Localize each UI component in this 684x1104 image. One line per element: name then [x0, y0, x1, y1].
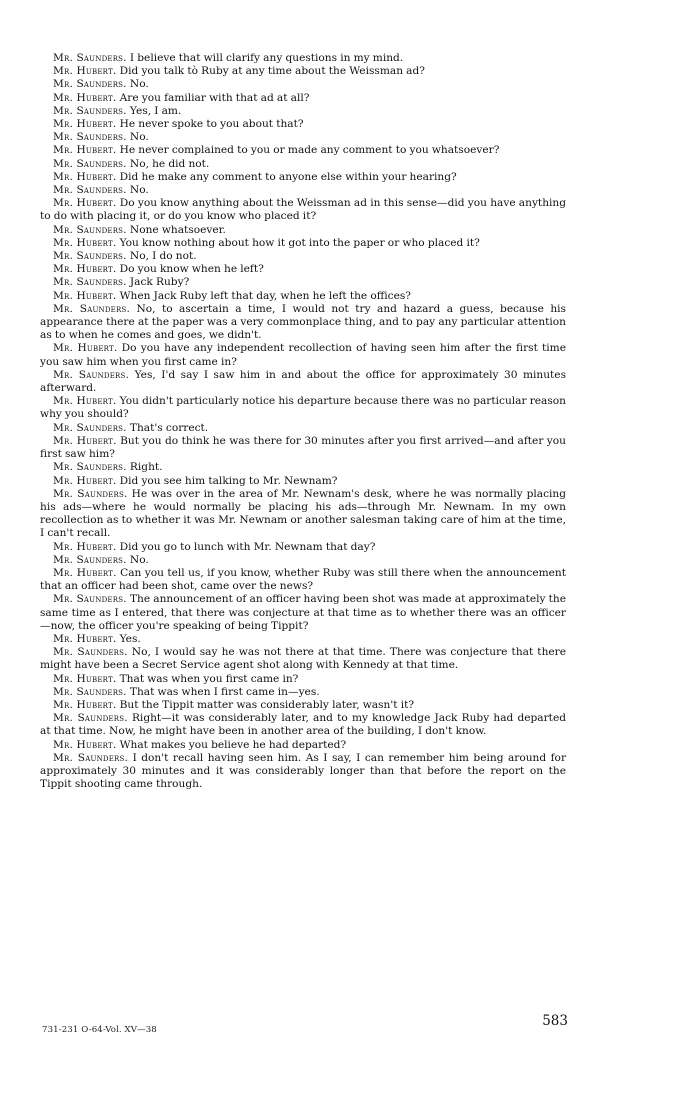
statement-text: But you do think he was there for 30 minutes after you first arrived—and after you first saw him? — [40, 434, 566, 461]
testimony-paragraph — [40, 144, 566, 157]
statement-text: Right—it was considerably later, and to my knowledge Jack Ruby had departed at that time. Now, he might have been in another area of the building, I don't know. — [40, 712, 566, 738]
statement-text: You didn't particularly notice his departure because there was no particular reason why you should? — [40, 395, 567, 421]
testimony-paragraph — [40, 699, 566, 712]
page-number: 583 — [542, 1013, 568, 1029]
speaker-name: Mr. Saunders. — [53, 751, 129, 764]
testimony-paragraph — [40, 395, 566, 421]
speaker-name: Mr. Hubert. — [53, 698, 117, 711]
statement-text: You know nothing about how it got into the paper or who placed it? — [119, 236, 480, 249]
testimony-paragraph — [40, 303, 566, 343]
speaker-name: Mr. Saunders. — [53, 302, 131, 315]
statement-text: Did you talk tò Ruby at any time about the Weissman ad? — [119, 65, 425, 78]
statement-text: Do you know when he left? — [119, 263, 264, 276]
testimony-paragraph — [40, 118, 566, 131]
statement-text: None whatsoever. — [129, 223, 226, 236]
speaker-name: Mr. Hubert. — [53, 566, 117, 579]
statement-text: Did you go to lunch with Mr. Newnam that day? — [119, 540, 376, 553]
transcript-body — [40, 52, 566, 791]
printing-code: 731-231 O-64-Vol. XV—38 — [42, 1025, 157, 1035]
statement-text: Yes, I am. — [129, 104, 182, 117]
statement-text: No, he did not. — [129, 157, 210, 170]
testimony-paragraph — [40, 739, 566, 752]
speaker-name: Mr. Saunders. — [53, 78, 127, 91]
statement-text: That's correct. — [129, 421, 209, 434]
statement-text: Did he make any comment to anyone else within your hearing? — [119, 170, 457, 183]
statement-text: Do you have any independent recollection of having seen him after the first time you saw him when you first came in? — [40, 342, 566, 368]
testimony-paragraph — [40, 290, 566, 303]
statement-text: I don't recall having seen him. As I say, I can remember him being around for approximately 30 minutes and it was considerably longer than that before the report on the Tippit shooting came through. — [40, 751, 567, 791]
speaker-name: Mr. Hubert. — [53, 474, 117, 487]
speaker-name: Mr. Hubert. — [53, 342, 118, 355]
testimony-paragraph — [40, 686, 566, 699]
speaker-name: Mr. Saunders. — [53, 712, 128, 725]
testimony-paragraph — [40, 52, 566, 65]
statement-text: Can you tell us, if you know, whether Ruby was still there when the announcement that an officer had been shot, came over the news? — [40, 566, 566, 593]
statement-text: What makes you believe he had departed? — [119, 738, 347, 751]
speaker-name: Mr. Hubert. — [53, 263, 117, 276]
testimony-paragraph — [40, 171, 566, 184]
statement-text: He never spoke to you about that? — [119, 118, 304, 131]
statement-text: No, I do not. — [129, 250, 197, 263]
testimony-paragraph — [40, 250, 566, 263]
testimony-paragraph — [40, 92, 566, 105]
speaker-name: Mr. Hubert. — [53, 395, 117, 408]
speaker-name: Mr. Saunders. — [53, 157, 127, 170]
testimony-paragraph — [40, 633, 566, 646]
speaker-name: Mr. Hubert. — [53, 672, 117, 685]
statement-text: Do you know anything about the Weissman ad in this sense—did you have anything to do with placing it, or do you know who placed it? — [40, 197, 567, 223]
speaker-name: Mr. Hubert. — [53, 65, 117, 78]
speaker-name: Mr. Hubert. — [53, 91, 117, 104]
speaker-name: Mr. Saunders. — [53, 553, 127, 566]
testimony-paragraph — [40, 237, 566, 250]
testimony-paragraph — [40, 541, 566, 554]
statement-text: No, I would say he was not there at that time. There was conjecture that there might have been a Secret Service agent shot along with Kennedy at that time. — [40, 646, 566, 672]
testimony-paragraph — [40, 554, 566, 567]
statement-text: No, to ascertain a time, I would not try and hazard a guess, because his appearance there at the paper was a very commonplace thing, and to pay any particular attention as to when he comes and goes, we didn't. — [40, 302, 566, 342]
testimony-paragraph — [40, 342, 566, 368]
testimony-paragraph — [40, 593, 566, 633]
testimony-paragraph — [40, 158, 566, 171]
statement-text: Yes. — [119, 632, 141, 645]
testimony-paragraph — [40, 263, 566, 276]
speaker-name: Mr. Hubert. — [53, 738, 117, 751]
statement-text: No. — [129, 78, 149, 91]
speaker-name: Mr. Hubert. — [53, 118, 117, 131]
statement-text: Jack Ruby? — [129, 276, 190, 289]
speaker-name: Mr. Saunders. — [53, 646, 128, 659]
speaker-name: Mr. Saunders. — [53, 421, 127, 434]
testimony-paragraph — [40, 276, 566, 289]
speaker-name: Mr. Saunders. — [53, 184, 127, 197]
statement-text: That was when you first came in? — [119, 672, 299, 685]
speaker-name: Mr. Saunders. — [53, 487, 128, 500]
statement-text: Right. — [129, 461, 163, 474]
testimony-paragraph — [40, 65, 566, 78]
speaker-name: Mr. Saunders. — [53, 593, 127, 606]
testimony-paragraph — [40, 369, 566, 395]
statement-text: The announcement of an officer having been shot was made at approximately the same time as I entered, that there was conjecture at that time as to whether there was an officer—now, the officer you're speaking of being Tippit? — [40, 593, 567, 632]
speaker-name: Mr. Saunders. — [53, 368, 130, 381]
speaker-name: Mr. Hubert. — [53, 144, 117, 157]
testimony-paragraph — [40, 567, 566, 593]
testimony-paragraph — [40, 673, 566, 686]
testimony-paragraph — [40, 105, 566, 118]
speaker-name: Mr. Hubert. — [53, 632, 117, 645]
testimony-paragraph — [40, 646, 566, 672]
speaker-name: Mr. Saunders. — [53, 276, 127, 289]
speaker-name: Mr. Saunders. — [53, 104, 127, 117]
statement-text: That was when I first came in—yes. — [129, 685, 320, 698]
testimony-paragraph — [40, 461, 566, 474]
statement-text: No. — [129, 131, 149, 144]
testimony-paragraph — [40, 488, 566, 541]
statement-text: He was over in the area of Mr. Newnam's desk, where he was normally placing his ads—where he would normally be placing his ads—through Mr. Newnam. In my own recollection as to whether it was Mr. Newnam or another salesman taking care of him at the time, I can't recall. — [40, 487, 567, 540]
testimony-paragraph — [40, 712, 566, 738]
speaker-name: Mr. Hubert. — [53, 434, 117, 447]
speaker-name: Mr. Hubert. — [53, 289, 117, 302]
speaker-name: Mr. Saunders. — [53, 685, 127, 698]
page-footer — [42, 1013, 568, 1049]
statement-text: Are you familiar with that ad at all? — [119, 91, 310, 104]
testimony-paragraph — [40, 78, 566, 91]
speaker-name: Mr. Hubert. — [53, 197, 117, 210]
testimony-paragraph — [40, 435, 566, 461]
statement-text: Yes, I'd say I saw him in and about the office for approximately 30 minutes afterward. — [40, 368, 567, 395]
statement-text: No. — [129, 184, 149, 197]
speaker-name: Mr. Saunders. — [53, 461, 127, 474]
testimony-paragraph — [40, 224, 566, 237]
statement-text: But the Tippit matter was considerably later, wasn't it? — [119, 698, 415, 711]
speaker-name: Mr. Saunders. — [53, 223, 127, 236]
testimony-paragraph — [40, 752, 566, 792]
testimony-paragraph — [40, 184, 566, 197]
speaker-name: Mr. Hubert. — [53, 236, 117, 249]
statement-text: He never complained to you or made any comment to you whatsoever? — [119, 144, 500, 157]
speaker-name: Mr. Saunders. — [53, 131, 127, 144]
speaker-name: Mr. Saunders. — [53, 52, 127, 64]
speaker-name: Mr. Hubert. — [53, 540, 117, 553]
statement-text: Did you see him talking to Mr. Newnam? — [119, 474, 338, 487]
testimony-paragraph — [40, 131, 566, 144]
statement-text: I believe that will clarify any questions in my mind. — [129, 52, 404, 64]
speaker-name: Mr. Hubert. — [53, 170, 117, 183]
statement-text: No. — [129, 553, 149, 566]
statement-text: When Jack Ruby left that day, when he left the offices? — [119, 289, 411, 302]
speaker-name: Mr. Saunders. — [53, 250, 127, 263]
testimony-paragraph — [40, 422, 566, 435]
testimony-paragraph — [40, 197, 566, 223]
testimony-paragraph — [40, 475, 566, 488]
